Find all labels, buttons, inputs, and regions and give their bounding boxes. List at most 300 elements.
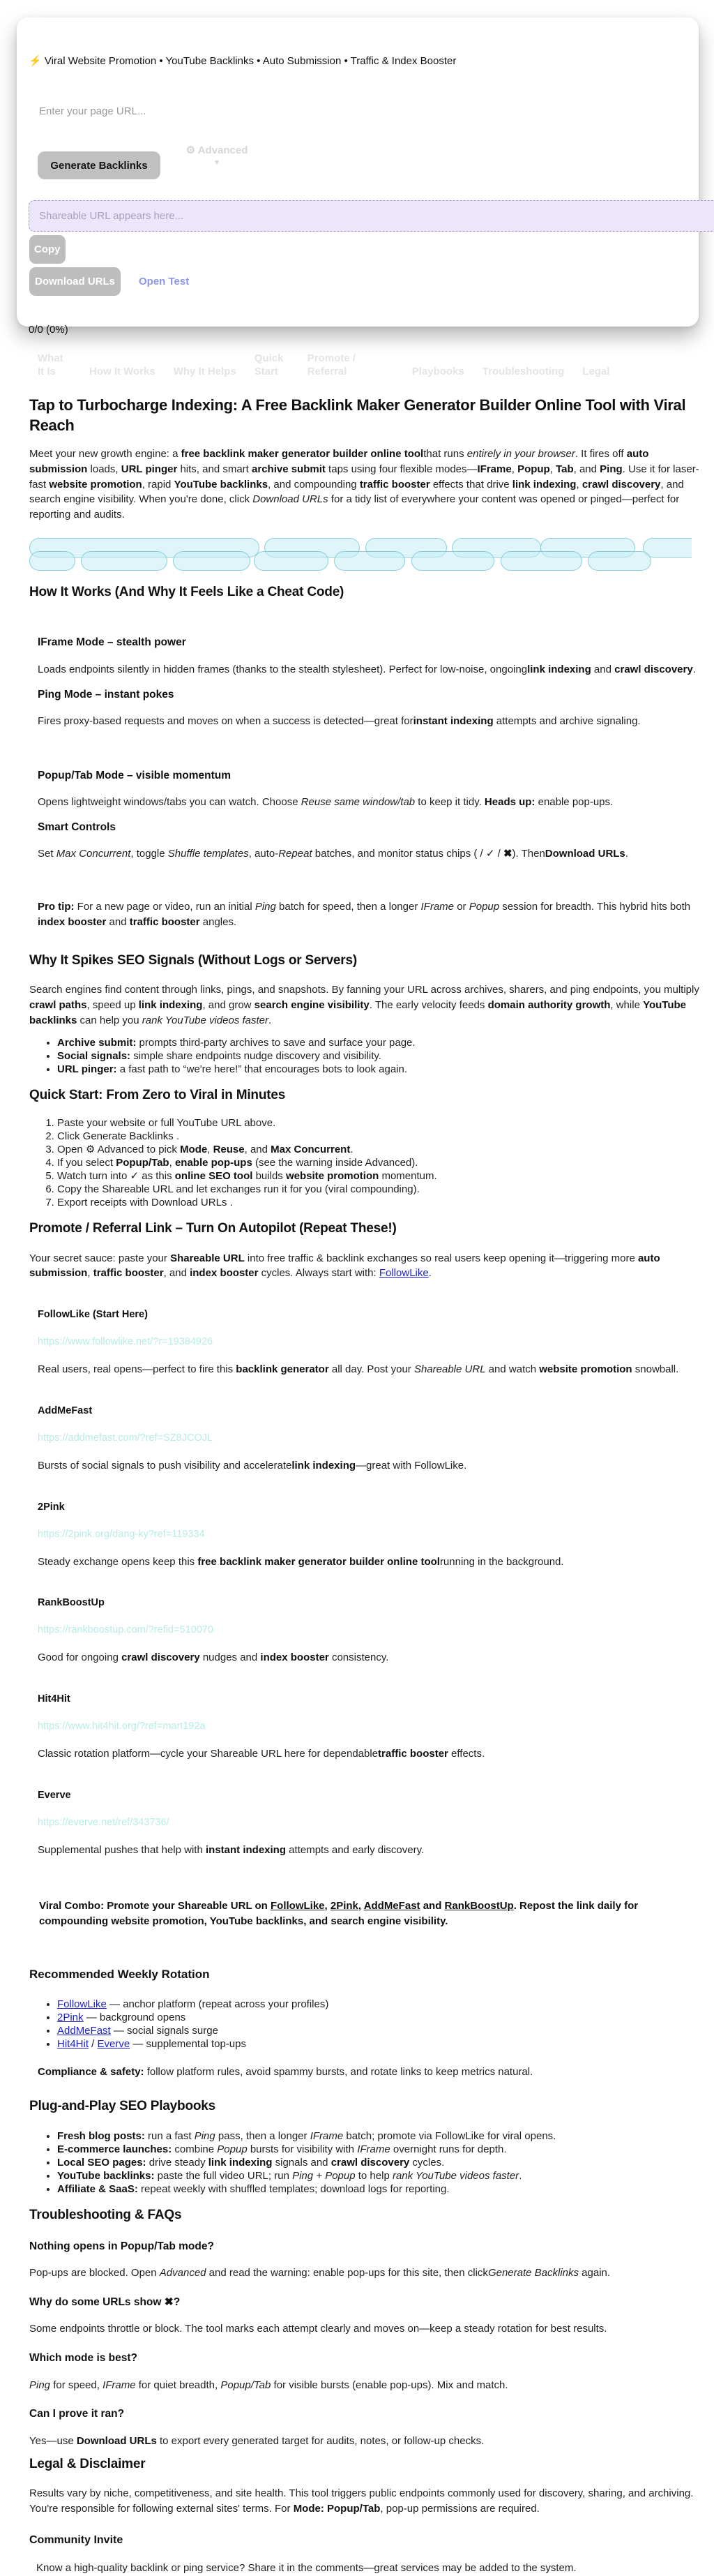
text-run: , and grow xyxy=(202,998,255,1011)
italic-text: Repeat xyxy=(278,848,312,860)
text-run: angles. xyxy=(199,915,237,928)
text-run: for speed, xyxy=(50,2379,103,2391)
emphasis-text: website promotion xyxy=(285,1170,379,1183)
viral-combo-callout xyxy=(39,1899,700,1929)
text-run: and xyxy=(420,1899,445,1912)
playbook-item xyxy=(57,2156,700,2169)
emphasis-text: website promotion xyxy=(49,478,142,491)
emphasis-text: Affiliate & SaaS: xyxy=(57,2183,138,2196)
text-run: , and xyxy=(163,1267,190,1280)
emphasis-text: link indexing xyxy=(208,2157,273,2169)
emphasis-text: YouTube backlinks xyxy=(174,478,268,491)
inline-link[interactable]: Everve xyxy=(97,2037,130,2050)
text-run: to export every generated target for audits, notes, or follow-up checks. xyxy=(156,2434,485,2447)
intro-paragraph xyxy=(29,447,700,523)
emphasis-text: crawl discovery xyxy=(121,1652,200,1664)
italic-text: Ping xyxy=(255,901,276,913)
inline-link[interactable]: 2Pink, xyxy=(330,1899,362,1912)
download-row xyxy=(29,267,189,296)
platform-name: AddMeFast xyxy=(38,1405,93,1416)
faq-item xyxy=(29,2406,700,2448)
text-run: and read the warning: enable pop-ups for this site, then click xyxy=(206,2267,488,2279)
text-run: cycles. xyxy=(409,2157,445,2169)
text-run: that runs xyxy=(423,448,467,460)
platform-followlike xyxy=(38,1308,700,1377)
italic-text: Shareable URL xyxy=(413,1363,486,1376)
emphasis-text: Social signals: xyxy=(57,1050,131,1063)
emphasis-text: domain authority growth xyxy=(487,998,611,1011)
platform-description xyxy=(38,1843,700,1858)
text-run: . xyxy=(692,663,696,675)
text-run: or xyxy=(454,901,469,913)
text-run: paste the full video URL; run xyxy=(154,2170,293,2182)
text-run: , speed up xyxy=(86,998,139,1011)
text-run: . xyxy=(268,1014,272,1026)
text-run: momentum. xyxy=(379,1170,437,1183)
promote-section xyxy=(29,1219,700,2080)
emphasis-text: Pro tip: xyxy=(38,901,75,913)
platform-name: Hit4Hit xyxy=(38,1693,70,1705)
playbook-item xyxy=(57,2182,700,2196)
advanced-label: ⚙ Advanced xyxy=(185,144,248,156)
playbook-item xyxy=(57,2143,700,2156)
text-run: — background opens xyxy=(83,2011,186,2023)
platform-referral-link[interactable]: https://addmefast.com/?ref=SZ8JCOJL xyxy=(38,1432,213,1444)
legal-section xyxy=(29,2455,700,2576)
text-run: Pop-ups are blocked. Open xyxy=(29,2267,160,2279)
community-invite-text: Know a high-quality backlink or ping service? Share it in the comments—great services may be added to the system. xyxy=(36,2561,577,2574)
text-run: Loads endpoints silently in hidden frames (thanks to the stealth stylesheet). Perfect for low-noise, ongoing xyxy=(38,663,528,675)
emphasis-text: Shareable URL xyxy=(170,1252,245,1264)
quick-start-step xyxy=(57,1156,700,1169)
text-run: attempts and early discovery. xyxy=(286,1844,425,1856)
pro-tip xyxy=(38,899,700,930)
faq-item xyxy=(29,2351,700,2392)
italic-text: Generate Backlinks xyxy=(487,2267,579,2279)
emphasis-text: free backlink maker generator builder online tool xyxy=(181,448,424,460)
text-run: , and xyxy=(573,463,600,475)
mode-description xyxy=(38,662,700,677)
text-run: —great with FollowLike. xyxy=(356,1459,467,1472)
text-run: enable pop-ups. xyxy=(535,796,614,809)
status-chips-strip xyxy=(29,535,692,576)
quick-start-step xyxy=(57,1130,700,1143)
italic-text: rank YouTube videos faster xyxy=(392,2170,519,2182)
platform-rankboostup xyxy=(38,1596,700,1665)
tool-tagline: ⚡ Viral Website Promotion • YouTube Backlinks • Auto Submission • Traffic & Index Booster xyxy=(29,55,457,67)
text-run: into free traffic & backlink exchanges so real users keep opening it—triggering more xyxy=(244,1252,638,1264)
text-run: Search engines find content through links, pings, and snapshots. By fanning your URL across archives, sharers, and ping endpoints, you multiply xyxy=(29,984,699,996)
why-paragraph xyxy=(29,982,700,1028)
text-run: . xyxy=(350,1144,354,1156)
platform-hit4hit xyxy=(38,1692,700,1762)
faq-item xyxy=(29,2295,700,2337)
rotation-list xyxy=(29,1998,700,2051)
text-run: combine xyxy=(172,2143,218,2156)
mode-description xyxy=(38,795,700,810)
platform-name: Everve xyxy=(38,1789,71,1801)
faq-question: Can I prove it ran? xyxy=(29,2408,125,2420)
text-run: , toggle xyxy=(130,848,168,860)
status-chip xyxy=(501,551,582,571)
emphasis-text: YouTube backlinks: xyxy=(57,2170,155,2182)
text-run: , rapid xyxy=(142,478,174,491)
shareable-url-field[interactable] xyxy=(29,200,714,232)
emphasis-text: crawl discovery xyxy=(331,2157,410,2169)
text-run: , and xyxy=(244,1144,271,1156)
emphasis-text: search engine visibility xyxy=(254,998,370,1011)
inline-link[interactable]: FollowLike, xyxy=(271,1899,328,1912)
text-run: Click Generate Backlinks . xyxy=(57,1130,180,1143)
mode-list xyxy=(38,635,700,862)
faq-item xyxy=(29,2239,700,2281)
quick-start-step xyxy=(57,1169,700,1183)
text-run: batch for speed, then a longer xyxy=(275,901,421,913)
text-run: effects that drive xyxy=(430,478,512,491)
text-run: , while xyxy=(610,998,644,1011)
emphasis-text: crawl paths xyxy=(29,998,87,1011)
text-run: — social signals surge xyxy=(110,2024,218,2037)
text-run: to help xyxy=(355,2170,393,2182)
text-run: . xyxy=(428,1267,432,1280)
inline-link[interactable]: FollowLike xyxy=(379,1267,429,1280)
nav-what-it-is[interactable]: What It Is xyxy=(38,352,63,377)
text-run: simple share endpoints nudge discovery and visibility. xyxy=(130,1050,381,1063)
quick-start-steps xyxy=(29,1116,700,1209)
text-run: ). Then xyxy=(512,848,545,860)
mode-description xyxy=(38,846,700,862)
nav-quick-start[interactable]: Quick Start xyxy=(254,352,284,377)
faq-section xyxy=(29,2206,700,2448)
text-run: all day. Post your xyxy=(328,1363,414,1376)
text-run: , pop-up permissions are required. xyxy=(380,2502,540,2515)
text-run: Steady exchange opens keep this xyxy=(38,1555,198,1568)
italic-text: Reuse same window/tab xyxy=(301,796,416,809)
text-run: . It fires off xyxy=(575,448,627,460)
text-run: Copy the Shareable URL and let exchanges run it for you (viral compounding). xyxy=(57,1183,420,1196)
emphasis-text: traffic booster xyxy=(359,478,430,491)
text-run: follow platform rules, avoid spammy bursts, and rotate links to keep metrics natural. xyxy=(144,2065,533,2078)
platform-referral-link[interactable]: https://2pink.org/dang-ky?ref=119334 xyxy=(38,1528,205,1540)
text-run: snowball. xyxy=(632,1363,679,1376)
quick-start-step xyxy=(57,1116,700,1130)
text-run: . xyxy=(519,2170,522,2182)
faq-question: Nothing opens in Popup/Tab mode? xyxy=(29,2240,214,2252)
section-nav xyxy=(0,338,714,381)
text-run: Classic rotation platform—cycle your Shareable URL here for dependable xyxy=(38,1748,379,1760)
text-run: — supplemental top-ups xyxy=(130,2037,246,2050)
advanced-toggle[interactable] xyxy=(178,144,255,170)
emphasis-text: Max Concurrent xyxy=(271,1144,351,1156)
status-chip xyxy=(173,551,250,571)
emphasis-text: auto submission xyxy=(29,1252,660,1280)
text-run: Supplemental pushes that help with xyxy=(38,1844,206,1856)
italic-text: Ping + Popup xyxy=(292,2170,356,2182)
quick-start-step xyxy=(57,1143,700,1156)
legal-paragraph xyxy=(29,2486,700,2517)
nav-troubleshooting[interactable]: Troubleshooting xyxy=(482,366,565,377)
platform-description xyxy=(38,1458,700,1474)
spacer xyxy=(29,601,700,617)
download-urls-button[interactable]: Download URLs xyxy=(29,267,121,296)
platform-name: FollowLike (Start Here) xyxy=(38,1309,148,1321)
platform-description xyxy=(38,1555,700,1570)
why-section xyxy=(29,951,700,1077)
nav-playbooks[interactable]: Playbooks xyxy=(411,366,464,377)
text-run: hits, and smart xyxy=(177,463,252,475)
text-run: Open ⚙ Advanced to pick xyxy=(57,1144,181,1156)
text-run: batch; promote via FollowLike for viral opens. xyxy=(343,2130,556,2143)
emphasis-text: index booster xyxy=(190,1267,259,1280)
text-run: , and compounding xyxy=(268,478,360,491)
emphasis-text: traffic booster xyxy=(129,915,200,928)
text-run: pass, then a longer xyxy=(215,2130,310,2143)
platform-everve xyxy=(38,1788,700,1858)
rotation-item xyxy=(57,2037,700,2051)
italic-text: IFrame xyxy=(102,2379,136,2391)
how-it-works-heading: How It Works (And Why It Feels Like a Cheat Code) xyxy=(29,584,344,599)
progress-status: 0/0 (0%) xyxy=(29,324,68,336)
text-run: Fires proxy-based requests and moves on when a success is detected—great for xyxy=(38,714,413,727)
emphasis-text: Local SEO pages: xyxy=(57,2157,146,2169)
why-bullet xyxy=(57,1063,700,1076)
emphasis-text: link indexing xyxy=(512,478,577,491)
italic-text: Shuffle templates xyxy=(167,848,249,860)
italic-text: entirely in your browser xyxy=(466,448,575,460)
how-it-works-section xyxy=(29,583,700,930)
emphasis-text: IFrame xyxy=(477,463,512,475)
text-run: Bursts of social signals to push visibility and accelerate xyxy=(38,1459,292,1472)
mode-title: Popup/Tab Mode – visible momentum xyxy=(38,769,231,781)
platform-addmefast xyxy=(38,1404,700,1474)
why-heading: Why It Spikes SEO Signals (Without Logs or Servers) xyxy=(29,952,357,968)
emphasis-text: Popup/Tab xyxy=(116,1157,169,1169)
status-chip xyxy=(81,551,167,571)
emphasis-text: traffic booster xyxy=(378,1748,448,1760)
generate-backlinks-button[interactable]: Generate Backlinks xyxy=(38,151,160,179)
text-run: , xyxy=(87,1267,93,1280)
text-run: Paste your website or full YouTube URL above. xyxy=(57,1117,276,1130)
emphasis-text: Tab xyxy=(556,463,574,475)
playbooks-list xyxy=(29,2129,700,2196)
emphasis-text: crawl discovery xyxy=(614,663,693,675)
platform-name: 2Pink xyxy=(38,1501,65,1513)
emphasis-text: Mode: Popup/Tab xyxy=(293,2502,381,2515)
status-chip xyxy=(643,538,692,557)
rotation-item xyxy=(57,2011,700,2024)
emphasis-text: Fresh blog posts: xyxy=(57,2130,145,2143)
backlink-tool-card xyxy=(17,17,699,336)
platform-name: RankBoostUp xyxy=(38,1597,105,1609)
quick-start-step xyxy=(57,1196,700,1209)
text-run: for quiet breadth, xyxy=(135,2379,221,2391)
status-chip xyxy=(254,551,328,571)
text-run: Opens lightweight windows/tabs you can watch. Choose xyxy=(38,796,301,809)
text-run: nudges and xyxy=(199,1652,261,1664)
emphasis-text: Reuse xyxy=(213,1144,245,1156)
text-run: If you select xyxy=(57,1157,116,1169)
text-run: , xyxy=(511,463,518,475)
text-run: consistency. xyxy=(328,1652,389,1664)
emphasis-text: instant indexing xyxy=(206,1844,287,1856)
platform-referral-link[interactable]: https://www.followlike.net/?r=19384926 xyxy=(38,1336,213,1348)
emphasis-text: E-commerce launches: xyxy=(57,2143,172,2156)
playbook-item xyxy=(57,2129,700,2143)
rotation-item xyxy=(57,2024,700,2037)
text-run: again. xyxy=(579,2267,611,2279)
emphasis-text: Mode xyxy=(180,1144,208,1156)
promote-intro xyxy=(29,1251,700,1282)
italic-text: IFrame xyxy=(357,2143,390,2156)
platform-referral-link[interactable]: https://rankboostup.com/?refid=510070 xyxy=(38,1624,213,1636)
text-run: , xyxy=(207,1144,213,1156)
emphasis-text: traffic booster xyxy=(93,1267,164,1280)
emphasis-text: Archive submit: xyxy=(57,1037,137,1049)
platform-description xyxy=(38,1746,700,1762)
rotation-heading: Recommended Weekly Rotation xyxy=(29,1968,210,1982)
quick-start-heading: Quick Start: From Zero to Viral in Minutes xyxy=(29,1088,286,1103)
text-run: and xyxy=(106,915,130,928)
text-run: Real users, real opens—perfect to fire this xyxy=(38,1363,236,1376)
text-run: , auto- xyxy=(248,848,279,860)
emphasis-text: backlink generator xyxy=(236,1363,329,1376)
text-run: . Use it for laser-fast xyxy=(29,463,699,491)
text-run: bursts for visibility with xyxy=(247,2143,358,2156)
text-run: Yes—use xyxy=(29,2434,77,2447)
nav-promote-referral[interactable]: Promote / Referral xyxy=(307,352,356,377)
status-chip xyxy=(29,551,75,571)
rotation-item xyxy=(57,1998,700,2011)
text-run: For a new page or video, run an initial xyxy=(74,901,255,913)
nav-how-it-works[interactable]: How It Works xyxy=(89,366,155,377)
text-run: loads, xyxy=(87,463,121,475)
emphasis-text: auto submission xyxy=(29,448,649,475)
text-run: . xyxy=(625,848,628,860)
emphasis-text: YouTube backlinks xyxy=(29,998,687,1026)
text-run: drive steady xyxy=(146,2157,208,2169)
nav-why-it-helps[interactable]: Why It Helps xyxy=(173,366,236,377)
playbook-item xyxy=(57,2169,700,2182)
mode-title: IFrame Mode – stealth power xyxy=(38,636,186,649)
mode-description xyxy=(38,714,700,729)
text-run: , xyxy=(169,1157,175,1169)
text-run: . Repost the link daily for compounding website promotion, YouTube backlinks, and search engine visibility. xyxy=(39,1899,639,1927)
open-test-link[interactable]: Open Test xyxy=(139,275,190,287)
emphasis-text: URL pinger: xyxy=(57,1063,117,1076)
copy-button[interactable]: Copy xyxy=(29,235,66,264)
text-run: a fast path to “we're here!” that encourages bots to look again. xyxy=(116,1063,408,1076)
inline-link[interactable]: AddMeFast xyxy=(57,2024,111,2037)
emphasis-text: free backlink maker generator builder online tool xyxy=(197,1555,440,1568)
chevron-down-icon: ▼ xyxy=(213,159,220,167)
platform-referral-link[interactable]: https://www.hit4hit.org/?ref=mart192a xyxy=(38,1721,206,1732)
text-run: and xyxy=(591,663,615,675)
text-run: cycles. Always start with: xyxy=(258,1267,379,1280)
emphasis-text: ✖ xyxy=(503,848,512,860)
inline-link[interactable]: FollowLike xyxy=(57,1998,107,2010)
emphasis-text: Popup xyxy=(517,463,550,475)
emphasis-text: URL pinger xyxy=(121,463,178,475)
text-run: Watch turn into ✓ as this xyxy=(57,1170,175,1183)
text-run: and watch xyxy=(485,1363,540,1376)
faq-heading: Troubleshooting & FAQs xyxy=(29,2208,182,2223)
text-run: Results vary by niche, competitiveness, and site health. This tool triggers public endpoints commonly used for discovery, sharing, and archiving. You're responsible for following external sites' terms. For xyxy=(29,2487,694,2515)
text-run: , xyxy=(549,463,556,475)
emphasis-text: archive submit xyxy=(252,463,326,475)
compliance-note xyxy=(38,2065,700,2080)
italic-text: IFrame xyxy=(420,901,455,913)
faq-answer xyxy=(29,2378,700,2393)
playbooks-heading: Plug-and-Play SEO Playbooks xyxy=(29,2098,216,2113)
emphasis-text: index booster xyxy=(38,915,107,928)
italic-text: IFrame xyxy=(310,2130,344,2143)
quick-start-step xyxy=(57,1183,700,1196)
why-bullets xyxy=(29,1036,700,1076)
inline-link[interactable]: RankBoostUp xyxy=(444,1899,514,1912)
faq-answer xyxy=(29,2434,700,2449)
nav-legal[interactable]: Legal xyxy=(582,366,610,377)
text-run: run a fast xyxy=(144,2130,195,2143)
text-run: taps using four flexible modes— xyxy=(325,463,478,475)
platform-list xyxy=(38,1308,700,1858)
italic-text: Download URLs xyxy=(252,493,328,506)
page-url-input[interactable] xyxy=(38,100,386,122)
emphasis-text: index booster xyxy=(260,1652,329,1664)
text-run: Good for ongoing xyxy=(38,1652,122,1664)
faq-answer xyxy=(29,2266,700,2281)
inline-link[interactable]: 2Pink xyxy=(57,2011,84,2023)
community-heading: Community Invite xyxy=(29,2533,123,2546)
mode-title: Smart Controls xyxy=(38,821,116,833)
status-chip xyxy=(411,551,494,571)
emphasis-text: Compliance & safety: xyxy=(38,2065,144,2078)
text-run: overnight runs for depth. xyxy=(390,2143,507,2156)
platform-description xyxy=(38,1650,700,1665)
text-run: , xyxy=(576,478,582,491)
text-run: prompts third-party archives to save and surface your page. xyxy=(136,1037,416,1049)
why-bullet xyxy=(57,1049,700,1063)
italic-text: Advanced xyxy=(159,2267,206,2279)
italic-text: Popup/Tab xyxy=(220,2379,271,2391)
text-run: repeat weekly with shuffled templates; download logs for reporting. xyxy=(137,2183,450,2196)
inline-link[interactable]: AddMeFast xyxy=(363,1899,420,1912)
emphasis-text: Heads up: xyxy=(484,796,536,809)
text-run: Meet your new growth engine: a xyxy=(29,448,181,460)
faq-question: Which mode is best? xyxy=(29,2352,138,2365)
emphasis-text: Download URLs xyxy=(545,848,625,860)
inline-link[interactable]: Hit4Hit xyxy=(57,2037,89,2050)
italic-text: Ping xyxy=(194,2130,215,2143)
emphasis-text: link indexing xyxy=(291,1459,356,1472)
emphasis-text: link indexing xyxy=(527,663,591,675)
quick-start-section xyxy=(29,1086,700,1209)
platform-referral-link[interactable]: https://everve.net/ref/343736/ xyxy=(38,1816,169,1828)
text-run: / xyxy=(89,2037,98,2050)
text-run: Your secret sauce: paste your xyxy=(29,1252,171,1264)
text-run: . The early velocity feeds xyxy=(369,998,488,1011)
mode-title: Ping Mode – instant pokes xyxy=(38,688,174,701)
text-run: builds xyxy=(252,1170,286,1183)
text-run: can help you xyxy=(77,1014,142,1026)
emphasis-text: crawl discovery xyxy=(582,478,661,491)
promote-heading: Promote / Referral Link – Turn On Autopilot (Repeat These!) xyxy=(29,1221,397,1236)
italic-text: rank YouTube videos faster xyxy=(142,1014,269,1026)
emphasis-text: instant indexing xyxy=(413,714,494,727)
why-bullet xyxy=(57,1036,700,1049)
text-run: (see the warning inside Advanced). xyxy=(252,1157,418,1169)
text-run: — anchor platform (repeat across your profiles) xyxy=(106,1998,329,2010)
text-run: Set xyxy=(38,848,56,860)
